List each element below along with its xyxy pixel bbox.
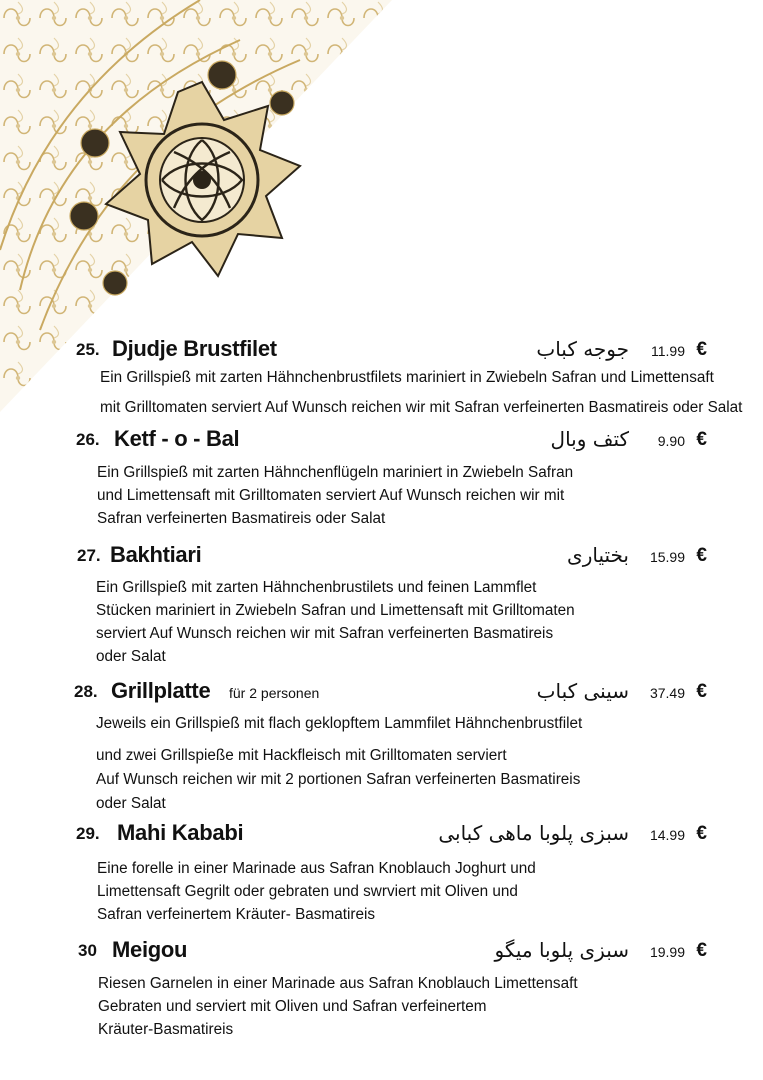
item-price: 19.99 [649, 944, 685, 960]
item-name: Meigou [112, 937, 188, 962]
item-description-line: Limettensaft Gegrilt oder gebraten und swrviert mit Oliven und [97, 883, 518, 900]
item-description-line: Safran verfeinerten Basmatireis oder Salat [97, 510, 386, 527]
item-description-line: oder Salat [96, 648, 166, 665]
item-description-line: Ein Grillspieß mit zarten Hähnchenbrustfilets mariniert in Zwiebeln Safran und Limettensaft [100, 369, 714, 386]
item-description-line: oder Salat [96, 795, 166, 812]
currency-symbol: € [696, 339, 707, 360]
item-number: 26. [76, 430, 100, 449]
item-price: 9.90 [657, 433, 685, 449]
item-name: Mahi Kababi [117, 820, 244, 845]
item-price: 37.49 [649, 685, 685, 701]
item-description-line: Jeweils ein Grillspieß mit flach geklopftem Lammfilet Hähnchenbrustfilet [96, 715, 583, 732]
currency-symbol: € [696, 940, 707, 961]
item-price: 11.99 [651, 343, 685, 359]
item-description-line: Riesen Garnelen in einer Marinade aus Safran Knoblauch Limettensaft [98, 975, 578, 992]
item-name-persian: سبزی پلوبا میگو [494, 938, 629, 962]
menu-item-title-row [0, 935, 763, 969]
item-description-line: Safran verfeinertem Kräuter- Basmatireis [97, 906, 375, 923]
item-number: 25. [76, 340, 100, 359]
item-description-line: Stücken mariniert in Zwiebeln Safran und Limettensaft mit Grilltomaten [96, 602, 575, 619]
item-description-line: Ein Grillspieß mit zarten Hähnchenflügeln mariniert in Zwiebeln Safran [97, 464, 574, 481]
item-number: 30 [78, 941, 97, 960]
item-name-persian: جوجه کباب [536, 337, 629, 361]
item-name-persian: بختیاری [567, 543, 629, 567]
item-description-line: Eine forelle in einer Marinade aus Safran Knoblauch Joghurt und [97, 860, 536, 877]
item-name: Djudje Brustfilet [112, 336, 277, 361]
currency-symbol: € [696, 429, 707, 450]
item-name: Grillplatte [111, 678, 211, 703]
item-number: 27. [77, 546, 101, 565]
item-number: 28. [74, 682, 98, 701]
menu-item-title-row [0, 540, 763, 574]
item-name-persian: سینی کباب [536, 679, 629, 703]
item-description-line: mit Grilltomaten serviert Auf Wunsch reichen wir mit Safran verfeinerten Basmatireis oder Salat [100, 399, 743, 416]
item-description-line: Ein Grillspieß mit zarten Hähnchenbrustilets und feinen Lammflet [96, 579, 537, 596]
item-name-persian: سبزی پلوبا ماهی کبابی [438, 821, 629, 845]
item-description-line: serviert Auf Wunsch reichen wir mit Safran verfeinerten Basmatireis [96, 625, 554, 642]
currency-symbol: € [696, 545, 707, 566]
menu-item-title-row [0, 424, 763, 458]
item-name: Ketf - o - Bal [114, 426, 240, 451]
item-price: 15.99 [649, 549, 685, 565]
item-description-line: Gebraten und serviert mit Oliven und Safran verfeinertem [98, 998, 487, 1015]
item-number: 29. [76, 824, 100, 843]
item-name: Bakhtiari [110, 542, 202, 567]
item-description-line: und zwei Grillspieße mit Hackfleisch mit Grilltomaten serviert [96, 747, 507, 764]
currency-symbol: € [696, 823, 707, 844]
currency-symbol: € [696, 681, 707, 702]
item-description-line: und Limettensaft mit Grilltomaten serviert Auf Wunsch reichen wir mit [97, 487, 565, 504]
item-note: für 2 personen [229, 685, 320, 701]
item-price: 14.99 [649, 827, 685, 843]
item-description-line: Kräuter-Basmatireis [98, 1021, 234, 1038]
item-description-line: Auf Wunsch reichen wir mit 2 portionen Safran verfeinerten Basmatireis [96, 771, 581, 788]
menu-item-title-row [0, 818, 763, 852]
menu-item-title-row [0, 676, 763, 710]
item-name-persian: کتف وبال [550, 427, 629, 451]
menu-item-title-row [0, 334, 763, 368]
